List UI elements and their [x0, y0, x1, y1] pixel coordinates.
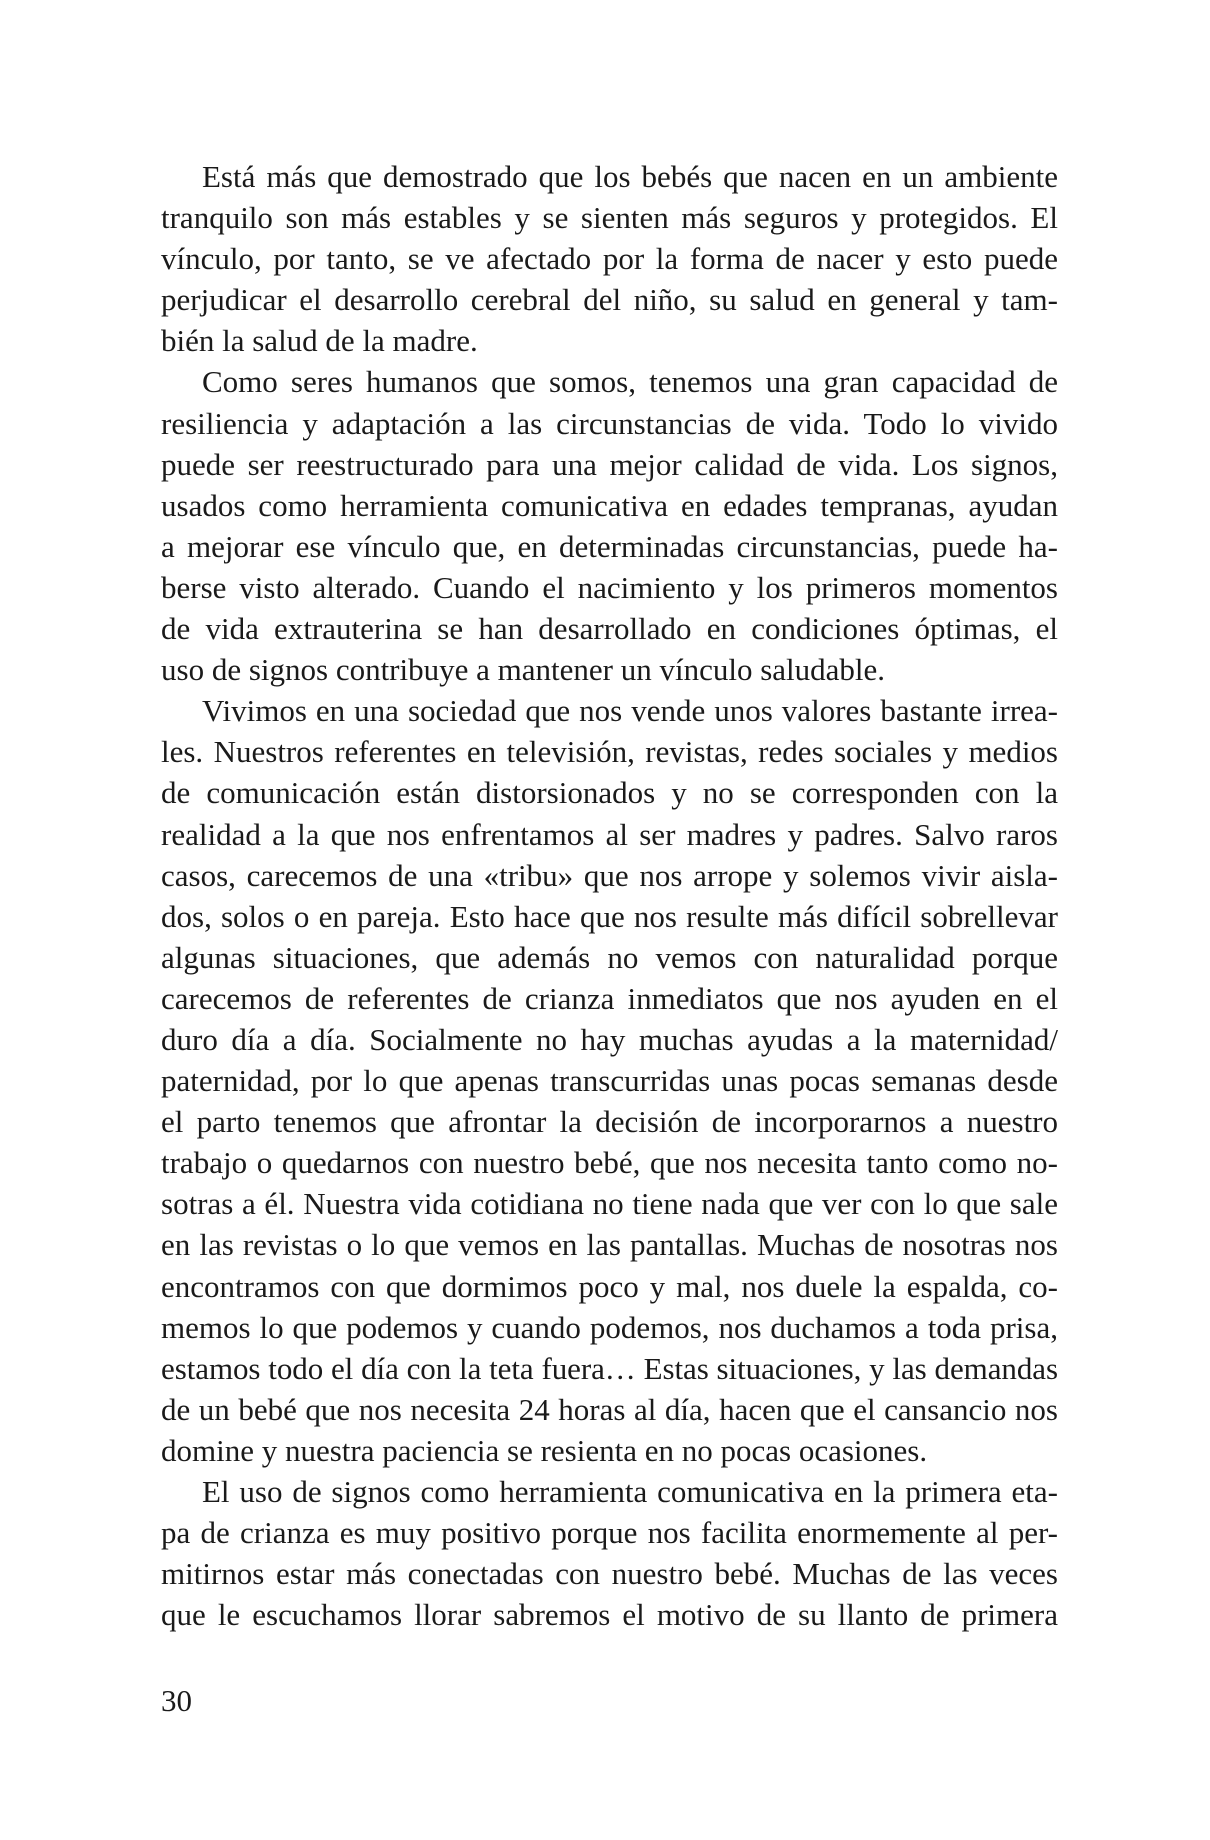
text-line: tranquilo son más estables y se sienten más seguros y protegidos. El: [161, 200, 1058, 236]
text-line: perjudicar el desarrollo cerebral del niño, su salud en general y tam-: [161, 282, 1058, 318]
text-line: berse visto alterado. Cuando el nacimiento y los primeros momentos: [161, 569, 1058, 605]
text-line: domine y nuestra paciencia se resienta en no pocas ocasiones.: [161, 1432, 928, 1468]
text-line: a mejorar ese vínculo que, en determinadas circunstancias, puede ha-: [161, 528, 1058, 564]
text-line: el parto tenemos que afrontar la decisión de incorporarnos a nuestro: [161, 1104, 1058, 1140]
paragraph-3: [161, 690, 1058, 1471]
text-line: algunas situaciones, que además no vemos con naturalidad porque: [161, 939, 1058, 975]
paragraph-4: [161, 1471, 1058, 1635]
text-line: de un bebé que nos necesita 24 horas al día, hacen que el cansancio nos: [161, 1391, 1058, 1427]
text-line: Como seres humanos que somos, tenemos una gran capacidad de: [202, 364, 1058, 400]
page-number: 30: [161, 1683, 192, 1718]
text-line: El uso de signos como herramienta comunicativa en la primera eta-: [202, 1474, 1058, 1509]
text-line: carecemos de referentes de crianza inmediatos que nos ayuden en el: [161, 980, 1058, 1016]
text-line: de vida extrauterina se han desarrollado en condiciones óptimas, el: [161, 611, 1058, 647]
text-line: pa de crianza es muy positivo porque nos facilita enormemente al per-: [161, 1515, 1058, 1551]
text-line: uso de signos contribuye a mantener un vínculo saludable.: [161, 652, 886, 688]
text-line: Vivimos en una sociedad que nos vende unos valores bastante irrea-: [202, 693, 1058, 729]
text-line: vínculo, por tanto, se ve afectado por la forma de nacer y esto puede: [161, 241, 1058, 277]
text-line: usados como herramienta comunicativa en edades tempranas, ayudan: [161, 487, 1058, 523]
text-line: Está más que demostrado que los bebés que nacen en un ambiente: [202, 159, 1058, 194]
text-line: les. Nuestros referentes en televisión, revistas, redes sociales y medios: [161, 734, 1058, 770]
body-text: [161, 156, 1058, 1635]
paragraph-1: [161, 156, 1058, 361]
text-line: mitirnos estar más conectadas con nuestro bebé. Muchas de las veces: [161, 1556, 1058, 1592]
text-line: encontramos con que dormimos poco y mal, nos duele la espalda, co-: [161, 1268, 1058, 1304]
text-line: bién la salud de la madre.: [161, 323, 478, 359]
text-line: puede ser reestructurado para una mejor calidad de vida. Los signos,: [161, 446, 1058, 482]
text-line: de comunicación están distorsionados y no se corresponden con la: [161, 775, 1058, 811]
text-line: que le escuchamos llorar sabremos el motivo de su llanto de primera: [161, 1597, 1058, 1633]
text-line: en las revistas o lo que vemos en las pantallas. Muchas de nosotras nos: [161, 1227, 1058, 1263]
text-line: casos, carecemos de una «tribu» que nos arrope y solemos vivir aisla-: [161, 857, 1058, 893]
text-line: dos, solos o en pareja. Esto hace que nos resulte más difícil sobrellevar: [161, 898, 1058, 934]
text-line: estamos todo el día con la teta fuera… Estas situaciones, y las demandas: [161, 1350, 1058, 1386]
text-line: memos lo que podemos y cuando podemos, nos duchamos a toda prisa,: [161, 1309, 1058, 1345]
text-line: paternidad, por lo que apenas transcurridas unas pocas semanas desde: [161, 1063, 1058, 1099]
text-line: trabajo o quedarnos con nuestro bebé, que nos necesita tanto como no-: [161, 1145, 1058, 1181]
text-line: duro día a día. Socialmente no hay muchas ayudas a la maternidad/: [161, 1021, 1058, 1057]
text-line: resiliencia y adaptación a las circunstancias de vida. Todo lo vivido: [161, 405, 1058, 441]
text-line: realidad a la que nos enfrentamos al ser madres y padres. Salvo raros: [161, 816, 1058, 852]
text-line: sotras a él. Nuestra vida cotidiana no tiene nada que ver con lo que sale: [161, 1186, 1058, 1222]
paragraph-2: [161, 361, 1058, 690]
